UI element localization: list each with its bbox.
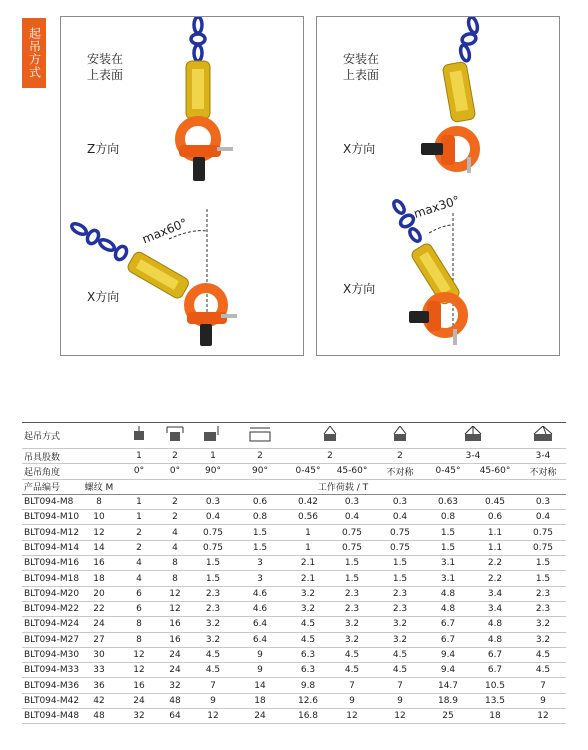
load-cell: 4.5 <box>330 647 374 662</box>
load-cell: 9 <box>192 693 234 708</box>
illustration-panel-max30 <box>316 16 560 356</box>
load-cell: 2.1 <box>286 556 330 571</box>
load-cell: 4.5 <box>192 647 234 662</box>
angle-cell: 0-45° <box>426 464 470 479</box>
legs-cell: 2 <box>234 449 286 464</box>
load-cell: 9 <box>234 663 286 678</box>
angle-label: 起吊角度 <box>22 464 120 479</box>
load-cell: 4.5 <box>374 663 426 678</box>
table-row <box>22 709 566 724</box>
mount-label: 安装在 上表面 <box>87 52 124 82</box>
load-cell: 1.5 <box>234 540 286 555</box>
product-code-cell: BLT094-M12 <box>22 525 78 540</box>
load-cell: 3.2 <box>286 601 330 616</box>
load-cell: 0.56 <box>286 510 330 525</box>
load-cell: 0.6 <box>234 494 286 509</box>
thread-cell: 33 <box>78 663 120 678</box>
method-icon-8 <box>520 423 566 449</box>
angle-cell: 90° <box>192 464 234 479</box>
load-cell: 8 <box>120 617 158 632</box>
load-cell: 4.5 <box>520 647 566 662</box>
legs-row <box>22 449 566 464</box>
load-cell: 1.5 <box>330 571 374 586</box>
load-cell: 12.6 <box>286 693 330 708</box>
product-code-cell: BLT094-M18 <box>22 571 78 586</box>
load-cell: 1.1 <box>470 525 520 540</box>
load-cell: 0.63 <box>426 494 470 509</box>
table-row <box>22 494 566 509</box>
angle-cell: 90° <box>234 464 286 479</box>
angled-chain-icon <box>70 222 129 262</box>
load-cell: 8 <box>158 571 192 586</box>
load-cell: 48 <box>158 693 192 708</box>
table-row <box>22 632 566 647</box>
load-cell: 0.4 <box>374 510 426 525</box>
load-cell: 0.45 <box>470 494 520 509</box>
load-cell: 1.5 <box>426 540 470 555</box>
legs-cell: 2 <box>286 449 374 464</box>
load-cell: 4 <box>120 571 158 586</box>
table-row <box>22 510 566 525</box>
load-cell: 8 <box>158 556 192 571</box>
load-cell: 9.8 <box>286 678 330 693</box>
load-cell: 2.3 <box>330 586 374 601</box>
product-code-cell: BLT094-M48 <box>22 709 78 724</box>
load-cell: 3.2 <box>520 632 566 647</box>
angle-cell: 不对称 <box>374 464 426 479</box>
load-cell: 24 <box>120 693 158 708</box>
illustration-panel-max60 <box>60 16 304 356</box>
load-cell: 12 <box>158 601 192 616</box>
load-cell: 3 <box>234 571 286 586</box>
load-cell: 18 <box>470 709 520 724</box>
legs-cell: 1 <box>192 449 234 464</box>
mount-label: 安装在 上表面 <box>343 52 380 82</box>
load-cell: 4.5 <box>520 663 566 678</box>
load-cell: 18.9 <box>426 693 470 708</box>
load-cell: 0.75 <box>520 525 566 540</box>
load-cell: 14.7 <box>426 678 470 693</box>
table-row <box>22 540 566 555</box>
load-cell: 12 <box>520 709 566 724</box>
load-cell: 0.4 <box>330 510 374 525</box>
load-cell: 14 <box>234 678 286 693</box>
thread-cell: 48 <box>78 709 120 724</box>
load-cell: 4.8 <box>426 586 470 601</box>
legs-cell: 2 <box>158 449 192 464</box>
section-tab-lifting-method: 起吊方式 <box>22 18 46 88</box>
load-cell: 0.75 <box>192 540 234 555</box>
load-cell: 0.4 <box>192 510 234 525</box>
method-label: 起吊方式 <box>22 423 120 449</box>
table-row <box>22 663 566 678</box>
direction-label-x: X方向 <box>343 142 376 156</box>
load-cell: 1.5 <box>330 556 374 571</box>
method-icon-5 <box>286 423 374 449</box>
load-cell: 0.75 <box>330 540 374 555</box>
load-cell: 16 <box>158 632 192 647</box>
load-cell: 6.3 <box>286 647 330 662</box>
load-cell: 1 <box>120 510 158 525</box>
table-row <box>22 617 566 632</box>
load-cell: 3.2 <box>192 617 234 632</box>
method-icon-3 <box>192 423 234 449</box>
product-code-cell: BLT094-M30 <box>22 647 78 662</box>
method-icon-1 <box>120 423 158 449</box>
load-cell: 2.2 <box>470 571 520 586</box>
load-cell: 6.7 <box>426 617 470 632</box>
load-cell: 6.7 <box>470 663 520 678</box>
angle-cell: 0° <box>158 464 192 479</box>
load-cell: 1.5 <box>374 556 426 571</box>
load-cell: 2 <box>120 540 158 555</box>
load-cell: 3.1 <box>426 571 470 586</box>
direction-label-x: X方向 <box>87 290 120 304</box>
load-cell: 4.8 <box>470 617 520 632</box>
load-cell: 4.5 <box>330 663 374 678</box>
load-cell: 24 <box>158 647 192 662</box>
load-cell: 2.3 <box>192 586 234 601</box>
angled-eye-ring-icon <box>409 297 463 345</box>
load-cell: 9 <box>330 693 374 708</box>
load-cell: 0.42 <box>286 494 330 509</box>
load-cell: 4.5 <box>374 647 426 662</box>
thread-cell: 8 <box>78 494 120 509</box>
thread-cell: 24 <box>78 617 120 632</box>
load-cell: 4 <box>158 525 192 540</box>
load-cell: 4.5 <box>286 632 330 647</box>
table-row <box>22 678 566 693</box>
table-row <box>22 571 566 586</box>
load-cell: 4.8 <box>470 632 520 647</box>
product-code-cell: BLT094-M8 <box>22 494 78 509</box>
load-cell: 1 <box>286 540 330 555</box>
load-cell: 2.3 <box>520 586 566 601</box>
load-cell: 6.3 <box>286 663 330 678</box>
load-cell: 0.6 <box>470 510 520 525</box>
method-icon-7 <box>426 423 520 449</box>
load-cell: 3.2 <box>192 632 234 647</box>
load-cell: 9.4 <box>426 647 470 662</box>
load-cell: 7 <box>374 678 426 693</box>
load-cell: 24 <box>234 709 286 724</box>
thread-cell: 18 <box>78 571 120 586</box>
load-cell: 2.2 <box>470 556 520 571</box>
load-cell: 9 <box>374 693 426 708</box>
load-cell: 0.4 <box>520 510 566 525</box>
load-cell: 1.5 <box>520 556 566 571</box>
load-cell: 1.1 <box>470 540 520 555</box>
angle-cell: 不对称 <box>520 464 566 479</box>
angled-eye-ring-icon <box>187 288 237 346</box>
load-cell: 4.6 <box>234 586 286 601</box>
load-cell: 12 <box>330 709 374 724</box>
product-code-cell: BLT094-M16 <box>22 556 78 571</box>
thread-header: 螺纹 M <box>78 479 120 494</box>
load-cell: 6.7 <box>470 647 520 662</box>
load-cell: 24 <box>158 663 192 678</box>
method-icon-2 <box>158 423 192 449</box>
load-cell: 2.3 <box>520 601 566 616</box>
load-cell: 0.75 <box>330 525 374 540</box>
load-cell: 7 <box>330 678 374 693</box>
angle-row <box>22 464 566 479</box>
load-cell: 7 <box>192 678 234 693</box>
angle-label: max60° <box>140 215 190 247</box>
column-header-row <box>22 479 566 494</box>
legs-label: 吊具股数 <box>22 449 120 464</box>
product-code-cell: BLT094-M10 <box>22 510 78 525</box>
thread-cell: 14 <box>78 540 120 555</box>
eye-ring-icon <box>421 131 475 173</box>
load-cell: 2.3 <box>374 601 426 616</box>
table-row <box>22 556 566 571</box>
direction-label-x-angled: X方向 <box>343 282 376 296</box>
load-cell: 3.2 <box>520 617 566 632</box>
thread-cell: 30 <box>78 647 120 662</box>
load-cell: 1.5 <box>520 571 566 586</box>
load-cell: 6.4 <box>234 632 286 647</box>
load-cell: 0.75 <box>192 525 234 540</box>
angle-cell: 45-60° <box>330 464 374 479</box>
swivel-shackle-icon <box>186 61 210 119</box>
angle-cell: 0° <box>120 464 158 479</box>
load-cell: 2.3 <box>192 601 234 616</box>
load-cell: 2 <box>120 525 158 540</box>
product-code-cell: BLT094-M22 <box>22 601 78 616</box>
load-cell: 9.4 <box>426 663 470 678</box>
load-cell: 9 <box>234 647 286 662</box>
product-code-cell: BLT094-M20 <box>22 586 78 601</box>
load-cell: 1 <box>120 494 158 509</box>
load-cell: 3.2 <box>286 586 330 601</box>
legs-cell: 3-4 <box>520 449 566 464</box>
load-cell: 1.5 <box>192 556 234 571</box>
product-code-cell: BLT094-M24 <box>22 617 78 632</box>
load-cell: 0.3 <box>520 494 566 509</box>
chain-icon <box>191 17 205 61</box>
table-row <box>22 693 566 708</box>
load-cell: 12 <box>192 709 234 724</box>
load-cell: 1.5 <box>192 571 234 586</box>
load-cell: 0.8 <box>234 510 286 525</box>
load-cell: 4.5 <box>286 617 330 632</box>
legs-cell: 2 <box>374 449 426 464</box>
load-cell: 32 <box>120 709 158 724</box>
load-cell: 6.4 <box>234 617 286 632</box>
load-cell: 16 <box>120 678 158 693</box>
load-cell: 0.3 <box>374 494 426 509</box>
load-cell: 16.8 <box>286 709 330 724</box>
load-cell: 2.3 <box>330 601 374 616</box>
product-code-cell: BLT094-M33 <box>22 663 78 678</box>
angle-label: max30° <box>411 193 462 221</box>
load-cell: 4 <box>120 556 158 571</box>
load-cell: 3.2 <box>330 617 374 632</box>
load-cell: 1.5 <box>426 525 470 540</box>
load-cell: 4 <box>158 540 192 555</box>
thread-cell: 20 <box>78 586 120 601</box>
load-cell: 12 <box>120 663 158 678</box>
product-code-header: 产品编号 <box>22 479 78 494</box>
angle-cell: 45-60° <box>470 464 520 479</box>
load-cell: 2 <box>158 494 192 509</box>
load-cell: 7 <box>520 678 566 693</box>
thread-cell: 27 <box>78 632 120 647</box>
load-cell: 4.8 <box>426 601 470 616</box>
product-code-cell: BLT094-M42 <box>22 693 78 708</box>
load-cell: 25 <box>426 709 470 724</box>
load-cell: 6 <box>120 586 158 601</box>
load-cell: 3.2 <box>330 632 374 647</box>
load-cell: 6 <box>120 601 158 616</box>
load-cell: 12 <box>374 709 426 724</box>
load-cell: 0.75 <box>520 540 566 555</box>
load-cell: 4.6 <box>234 601 286 616</box>
legs-cell: 1 <box>120 449 158 464</box>
table-row <box>22 647 566 662</box>
legs-cell: 3-4 <box>426 449 520 464</box>
thread-cell: 36 <box>78 678 120 693</box>
product-code-cell: BLT094-M14 <box>22 540 78 555</box>
load-cell: 12 <box>158 586 192 601</box>
load-cell: 8 <box>120 632 158 647</box>
load-cell: 16 <box>158 617 192 632</box>
load-cell: 3.2 <box>374 632 426 647</box>
load-cell: 64 <box>158 709 192 724</box>
chain-icon <box>459 17 479 62</box>
thread-cell: 10 <box>78 510 120 525</box>
load-cell: 0.3 <box>330 494 374 509</box>
load-cell: 2.1 <box>286 571 330 586</box>
table-row <box>22 525 566 540</box>
load-cell: 3.2 <box>374 617 426 632</box>
angle-cell: 0-45° <box>286 464 330 479</box>
thread-cell: 12 <box>78 525 120 540</box>
load-cell: 6.7 <box>426 632 470 647</box>
load-spec-table <box>22 422 566 724</box>
load-cell: 32 <box>158 678 192 693</box>
load-cell: 2.3 <box>374 586 426 601</box>
load-header: 工作荷载 / T <box>120 479 566 494</box>
load-cell: 1 <box>286 525 330 540</box>
load-cell: 3.1 <box>426 556 470 571</box>
eye-ring-icon <box>179 121 233 181</box>
method-icon-6 <box>374 423 426 449</box>
thread-cell: 16 <box>78 556 120 571</box>
load-cell: 0.8 <box>426 510 470 525</box>
load-cell: 3 <box>234 556 286 571</box>
load-cell: 2 <box>158 510 192 525</box>
angled-shackle-icon <box>126 250 191 300</box>
load-cell: 1.5 <box>374 571 426 586</box>
table-row <box>22 586 566 601</box>
product-code-cell: BLT094-M27 <box>22 632 78 647</box>
table-row <box>22 601 566 616</box>
swivel-shackle-icon <box>442 61 476 122</box>
load-cell: 0.3 <box>192 494 234 509</box>
load-cell: 18 <box>234 693 286 708</box>
load-cell: 10.5 <box>470 678 520 693</box>
load-cell: 4.5 <box>192 663 234 678</box>
method-row <box>22 423 566 449</box>
load-cell: 0.75 <box>374 525 426 540</box>
method-icon-4 <box>234 423 286 449</box>
product-code-cell: BLT094-M36 <box>22 678 78 693</box>
thread-cell: 42 <box>78 693 120 708</box>
thread-cell: 22 <box>78 601 120 616</box>
direction-label-z: Z方向 <box>87 142 120 156</box>
load-cell: 3.4 <box>470 601 520 616</box>
load-cell: 1.5 <box>234 525 286 540</box>
load-cell: 9 <box>520 693 566 708</box>
load-cell: 3.4 <box>470 586 520 601</box>
load-cell: 0.75 <box>374 540 426 555</box>
load-cell: 13.5 <box>470 693 520 708</box>
load-cell: 12 <box>120 647 158 662</box>
